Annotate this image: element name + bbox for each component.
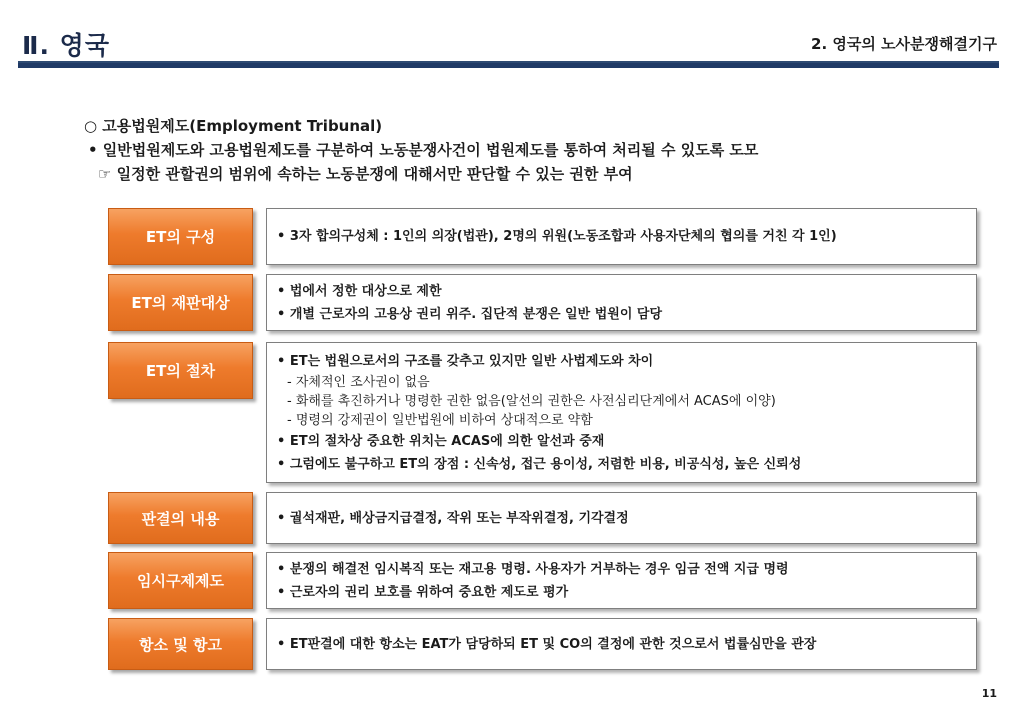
content-subitem: - 자체적인 조사권이 없음 <box>287 374 430 390</box>
content-bullet: • 법에서 정한 대상으로 제한 <box>277 283 442 299</box>
row-label: 판결의 내용 <box>108 492 253 544</box>
intro-note: ☞ 일정한 관할권의 범위에 속하는 노동분쟁에 대해서만 판단할 수 있는 권한 부여 <box>98 165 633 183</box>
content-subitem: - 화해를 촉진하거나 명령한 권한 없음(알선의 권한은 사전심리단계에서 ACAS에 이양) <box>287 393 776 409</box>
row-content <box>266 492 977 544</box>
content-bullet: • 그럼에도 불구하고 ET의 장점 : 신속성, 접근 용이성, 저렴한 비용, 비공식성, 높은 신뢰성 <box>277 456 802 472</box>
row-label: 임시구제제도 <box>108 552 253 609</box>
page-title: Ⅱ. 영국 <box>22 31 110 60</box>
row-et-jurisdiction <box>108 274 977 331</box>
intro-heading: ○ 고용법원제도(Employment Tribunal) <box>84 117 383 135</box>
content-bullet: • 궐석재판, 배상금지급결정, 작위 또는 부작위결정, 기각결정 <box>277 510 629 526</box>
content-bullet: • 근로자의 권리 보호를 위하여 중요한 제도로 평가 <box>277 584 569 600</box>
content-bullet: • ET의 절차상 중요한 위치는 ACAS에 의한 알선과 중재 <box>277 433 605 449</box>
row-label: ET의 절차 <box>108 342 253 399</box>
row-content <box>266 208 977 265</box>
content-subitem: - 명령의 강제권이 일반법원에 비하여 상대적으로 약함 <box>287 412 593 428</box>
row-label: ET의 구성 <box>108 208 253 265</box>
row-et-composition <box>108 208 977 265</box>
row-content <box>266 342 977 483</box>
row-et-procedure <box>108 342 977 483</box>
row-content <box>266 618 977 670</box>
content-bullet: • ET는 법원으로서의 구조를 갖추고 있지만 일반 사법제도와 차이 <box>277 353 654 369</box>
row-label: ET의 재판대상 <box>108 274 253 331</box>
row-content <box>266 274 977 331</box>
intro-bullet: • 일반법원제도와 고용법원제도를 구분하여 노동분쟁사건이 법원제도를 통하여 처리될 수 있도록 도모 <box>88 141 759 159</box>
row-judgment <box>108 492 977 544</box>
intro-block <box>84 114 758 186</box>
row-label: 항소 및 항고 <box>108 618 253 670</box>
content-bullet: • 분쟁의 해결전 임시복직 또는 재고용 명령. 사용자가 거부하는 경우 임금 전액 지급 명령 <box>277 561 789 577</box>
row-content <box>266 552 977 609</box>
content-bullet: • ET판결에 대한 항소는 EAT가 담당하되 ET 및 CO의 결정에 관한 것으로서 법률심만을 관장 <box>277 636 817 652</box>
row-appeal <box>108 618 977 670</box>
content-bullet: • 개별 근로자의 고용상 권리 위주. 집단적 분쟁은 일반 법원이 담당 <box>277 306 663 322</box>
content-bullet: • 3자 합의구성체 : 1인의 의장(법관), 2명의 위원(노동조합과 사용자단체의 협의를 거친 각 1인) <box>277 229 837 244</box>
page-number: 11 <box>981 687 997 700</box>
section-subtitle: 2. 영국의 노사분쟁해결기구 <box>811 35 997 53</box>
header-rule-thick <box>18 63 999 68</box>
row-interim-relief <box>108 552 977 609</box>
